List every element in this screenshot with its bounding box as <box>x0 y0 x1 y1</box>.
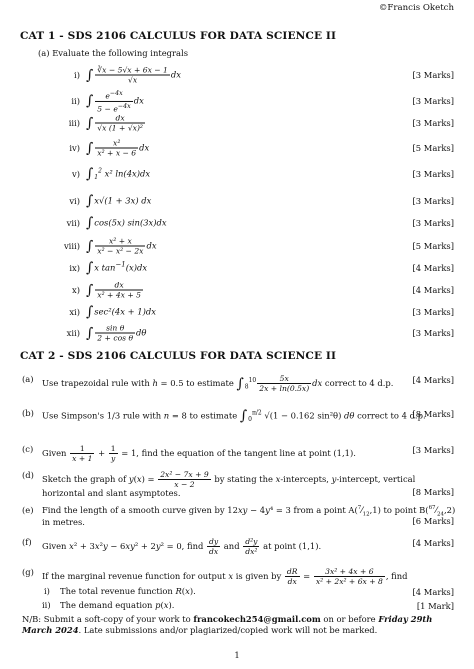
item-text: Use Simpson's 1/3 rule with n = 8 to estimate $\int_0^{\pi/2}$ √(1 − 0.162 sin²θ) dθ correct to 4 d.p. <box>42 408 426 424</box>
note-text-3: . Late submissions and/or plagiarized/copied work will not be marked. <box>78 625 378 635</box>
item-marks: [3 Marks] <box>412 445 454 455</box>
item-marks: [8 Marks] <box>412 487 454 497</box>
item-label: iii) <box>68 118 80 128</box>
cat1-item-xi <box>0 301 474 323</box>
item-text: Find the length of a smooth curve given by 12xy − 4y⁴ = 3 from a point $A(^7⁄_{12},1)$ to point $B(^{67}⁄_{24},2)$ <box>42 505 456 518</box>
cat2-item-d <box>0 466 474 496</box>
item-text: The demand equation p(x). <box>60 600 175 610</box>
item-label: x) <box>72 285 80 295</box>
cat1-part-a: (a) Evaluate the following integrals <box>38 48 188 58</box>
item-text-cont: horizontal and slant asymptotes. <box>42 488 181 498</box>
cat1-item-xii <box>0 322 474 344</box>
item-marks: [3 Marks] <box>412 169 454 179</box>
item-label: i) <box>44 586 50 596</box>
cat1-item-viii <box>0 235 474 257</box>
cat1-item-ix <box>0 257 474 279</box>
item-expression: ∫x $\tan^{-1}(x)dx$ <box>86 260 148 276</box>
item-text: Use trapezoidal rule with h = 0.5 to estimate $\int_8^{10}$ $\frac{5x}{2x + \ln(0.5x)}$ dx correct to 4 d.p. <box>42 374 394 393</box>
author-header: ©Francis Oketch <box>378 3 454 13</box>
item-expression: ∫cos(5x) sin(3x)dx <box>86 215 167 231</box>
item-marks: [1 Mark] <box>416 601 454 611</box>
note-text: N/B: Submit a soft-copy of your work to <box>22 614 194 624</box>
item-expression: $\int_1^2$ x² ln(4x)dx <box>86 166 151 182</box>
item-text: The total revenue function R(x). <box>60 586 196 596</box>
cat2-item-g <box>0 560 474 586</box>
item-marks: [4 Marks] <box>412 375 454 385</box>
item-label: (g) <box>22 567 34 577</box>
note-text-2: on or before <box>320 614 379 624</box>
deadline-date-2: March 2024 <box>22 625 79 635</box>
item-marks: [5 Marks] <box>412 241 454 251</box>
item-label: ii) <box>42 600 51 610</box>
item-label: vi) <box>69 196 80 206</box>
cat1-item-i <box>0 64 474 86</box>
item-marks: [3 Marks] <box>412 96 454 106</box>
cat2-item-g-i <box>0 585 474 599</box>
item-marks: [8 Marks] <box>412 409 454 419</box>
page-number: 1 <box>234 650 240 660</box>
deadline-date: Friday 29th <box>378 614 433 624</box>
cat2-item-e <box>0 502 474 526</box>
item-expression: ∫ $\frac{\text{x² + x}}{\text{x² − x² − 2x}}$ dx <box>86 236 157 256</box>
item-expression: ∫ $\frac{e^{-4x}}{5 - e^{-4x}}$ dx <box>86 89 144 114</box>
item-marks: [3 Marks] <box>412 196 454 206</box>
item-expression: ∫sec²(4x + 1)dx <box>86 304 156 320</box>
item-expression: ∫ $\frac{∛x - 5√x + 6x - 1}{√x}$ dx <box>86 65 181 85</box>
cat1-item-ii <box>0 90 474 112</box>
item-expression: ∫ $\frac{\text{x²}}{\text{x² + x − 6}}$ dx <box>86 138 150 158</box>
item-label: xii) <box>66 328 80 338</box>
cat2-item-a <box>0 366 474 394</box>
cat2-item-b <box>0 398 474 430</box>
item-expression: ∫ $\frac{dx}{\text{√x (1 + √x)²}}$ <box>86 113 143 133</box>
submission-email: francokech254@gmail.com <box>193 614 321 624</box>
item-expression: ∫ $\frac{\text{sin θ}}{\text{2 + cos θ}}$ dθ <box>86 323 147 343</box>
item-label: iv) <box>69 143 80 153</box>
item-label: (f) <box>22 537 32 547</box>
item-label: (d) <box>22 470 34 480</box>
item-label: ix) <box>69 263 80 273</box>
item-text: Given x² + 3x²y − 6xy² + 2y² = 0, find $\frac{dy}{dx}$ and $\frac{\text{d²y}}{\text{dx²}}$ at point (1,1). <box>42 537 322 556</box>
cat1-item-iv <box>0 137 474 159</box>
cat1-item-v <box>0 163 474 185</box>
item-label: (b) <box>22 408 34 418</box>
item-marks: [4 Marks] <box>412 538 454 548</box>
item-marks: [3 Marks] <box>412 118 454 128</box>
cat1-item-x <box>0 279 474 301</box>
item-label: ii) <box>71 96 80 106</box>
cat1-title: CAT 1 - SDS 2106 CALCULUS FOR DATA SCIENCE II <box>20 30 337 42</box>
item-label: vii) <box>66 218 80 228</box>
item-text: Given $\frac{1}{x + 1}$ + $\frac{1}{y}$ = 1, find the equation of the tangent line at point (1,1). <box>42 444 356 463</box>
cat2-item-g-ii <box>0 599 474 613</box>
item-marks: [6 Marks] <box>412 516 454 526</box>
item-marks: [4 Marks] <box>412 587 454 597</box>
item-marks: [4 Marks] <box>412 285 454 295</box>
item-marks: [3 Marks] <box>412 70 454 80</box>
cat2-item-c <box>0 438 474 462</box>
item-label: (e) <box>22 505 34 515</box>
item-marks: [5 Marks] <box>412 143 454 153</box>
submission-note <box>22 614 462 636</box>
item-label: i) <box>74 70 80 80</box>
item-marks: [3 Marks] <box>412 328 454 338</box>
item-marks: [4 Marks] <box>412 263 454 273</box>
item-label: viii) <box>63 241 80 251</box>
item-expression: ∫ $\frac{dx}{\text{x² + 4x + 5}}$ <box>86 280 141 300</box>
cat2-title: CAT 2 - SDS 2106 CALCULUS FOR DATA SCIENCE II <box>20 350 337 362</box>
cat1-item-iii <box>0 112 474 134</box>
cat1-item-vii <box>0 212 474 234</box>
item-text-cont: in metres. <box>42 517 85 527</box>
item-label: xi) <box>69 307 80 317</box>
cat1-item-vi <box>0 190 474 212</box>
item-expression: ∫x√(1 + 3x) dx <box>86 193 152 209</box>
item-text: If the marginal revenue function for output x is given by $\frac{dR}{dx}$ = $\frac{\text{3x² + 4x + 6}}{\text{x² + 2x² + 6x + 8}}$ , find <box>42 567 408 586</box>
item-text: Sketch the graph of y(x) = $\frac{\text{2x² − 7x + 9}}{x - 2}$ by stating the x-intercepts, y-intercept, vertical <box>42 470 416 489</box>
item-label: (c) <box>22 444 34 454</box>
item-label: v) <box>72 169 80 179</box>
cat2-item-f <box>0 530 474 556</box>
item-label: (a) <box>22 374 34 384</box>
item-marks: [3 Marks] <box>412 218 454 228</box>
item-marks: [3 Marks] <box>412 307 454 317</box>
